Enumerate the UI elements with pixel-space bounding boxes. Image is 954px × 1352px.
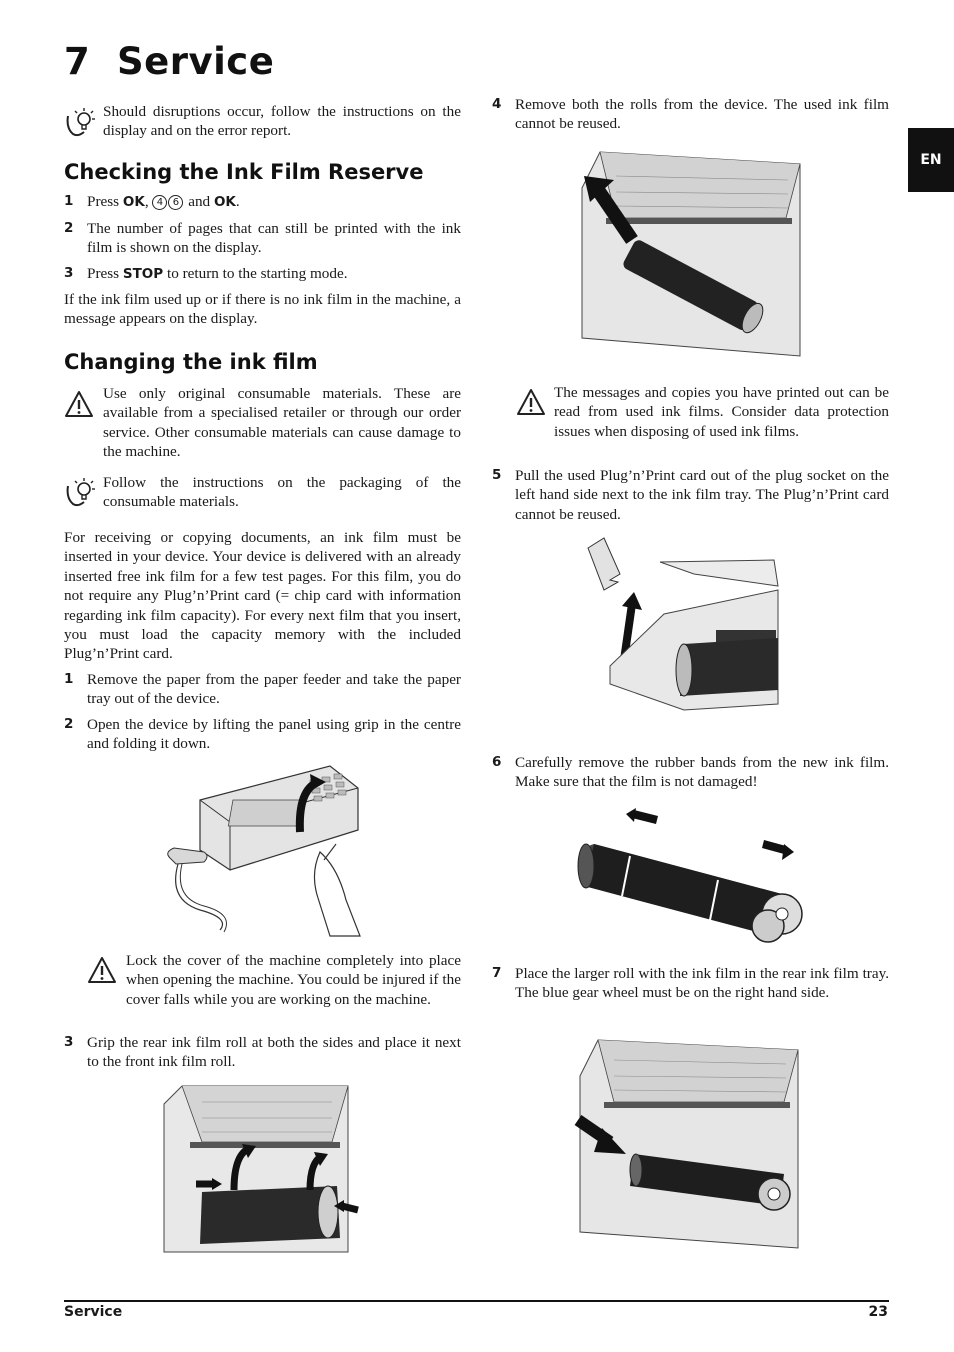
language-tab: EN <box>908 128 954 192</box>
warning-icon <box>64 390 94 418</box>
reserve-paragraph: If the ink film used up or if there is no ink film in the machine, a message appears on the display. <box>64 291 461 328</box>
step-text: Place the larger roll with the ink film in the rear ink film tray. The blue gear wheel must be on the right hand side. <box>515 965 889 1002</box>
note-packaging: Follow the instructions on the packaging of the consumable materials. <box>103 474 461 511</box>
key-ok: OK <box>213 194 236 210</box>
step-number: 5 <box>492 467 502 483</box>
changing-step-4 <box>492 95 889 135</box>
step-text: Remove both the rolls from the device. The used ink film cannot be reused. <box>515 96 889 133</box>
warning-cover: Lock the cover of the machine completely into place when opening the machine. You could be injured if the cover falls while you are working on the machine. <box>126 952 461 1008</box>
step-text: Press STOP to return to the starting mode. <box>87 265 348 282</box>
step-text: Press OK, 4 6 and OK. <box>87 193 240 210</box>
footer-rule <box>64 1300 889 1302</box>
figure-new-ink-film <box>572 800 806 948</box>
tip-icon <box>64 104 98 138</box>
changing-step-2 <box>64 715 461 755</box>
key-4-icon: 4 <box>152 195 167 210</box>
step-number: 6 <box>492 754 502 770</box>
figure-remove-card <box>584 534 794 712</box>
warning-materials: Use only original consumable materials. These are available from a specialised retailer or through our order service. Other consumable materials can cause damage to the machine. <box>103 385 461 461</box>
step-text: Open the device by lifting the panel using grip in the centre and folding it down. <box>87 716 461 753</box>
changing-step-5 <box>492 466 889 526</box>
step-text: Carefully remove the rubber bands from the new ink film. Make sure that the film is not damaged! <box>515 754 889 791</box>
tip-icon <box>64 474 98 508</box>
changing-step-3 <box>64 1033 461 1073</box>
changing-step-1 <box>64 670 461 710</box>
changing-step-6 <box>492 753 889 793</box>
key-6-icon: 6 <box>168 195 183 210</box>
step-number: 1 <box>64 193 74 209</box>
key-ok: OK <box>122 194 145 210</box>
page-number: 23 <box>868 1304 888 1320</box>
changing-paragraph: For receiving or copying documents, an ink film must be inserted in your device. Your device is delivered with an already inserted free ink film for a few test pages. For this film, you do not require any Plug’n’Print card (= chip card with information regarding ink film capacity). For every next film that you insert, you must load the capacity memory with the included Plug’n’Print card. <box>64 529 461 663</box>
figure-open-device <box>160 760 370 940</box>
chapter-number: 7 <box>64 40 91 83</box>
step-text: Grip the rear ink film roll at both the sides and place it next to the front ink film roll. <box>87 1034 461 1071</box>
section-heading-changing: Changing the ink film <box>64 350 318 374</box>
step-number: 2 <box>64 716 74 732</box>
warning-icon <box>516 388 546 416</box>
warning-data-protection: The messages and copies you have printed out can be read from used ink films. Consider data protection issues when disposing of used ink films. <box>554 384 889 440</box>
footer-section: Service <box>64 1304 123 1320</box>
step-number: 3 <box>64 265 74 281</box>
changing-step-7 <box>492 964 889 1024</box>
intro-note: Should disruptions occur, follow the instructions on the display and on the error report. <box>103 103 461 140</box>
step-text: The number of pages that can still be printed with the ink film is shown on the display. <box>87 220 461 257</box>
reserve-step-2 <box>64 219 461 259</box>
section-heading-reserve: Checking the Ink Film Reserve <box>64 160 424 184</box>
figure-remove-rolls <box>576 148 806 360</box>
figure-insert-roll <box>574 1036 804 1252</box>
step-number: 1 <box>64 671 74 687</box>
reserve-step-3 <box>64 264 461 284</box>
step-text: Remove the paper from the paper feeder and take the paper tray out of the device. <box>87 671 461 708</box>
step-text: Pull the used Plug’n’Print card out of the plug socket on the left hand side next to the ink film tray. The Plug’n’Print card cannot be reused. <box>515 467 889 523</box>
step-number: 3 <box>64 1034 74 1050</box>
step-number: 2 <box>64 220 74 236</box>
reserve-step-1 <box>64 192 461 212</box>
step-number: 4 <box>492 96 502 112</box>
chapter-title <box>64 40 274 83</box>
figure-move-rear-roll <box>162 1082 362 1258</box>
chapter-name: Service <box>117 40 275 83</box>
step-number: 7 <box>492 965 502 981</box>
warning-icon <box>87 956 117 984</box>
key-stop: STOP <box>122 266 164 282</box>
